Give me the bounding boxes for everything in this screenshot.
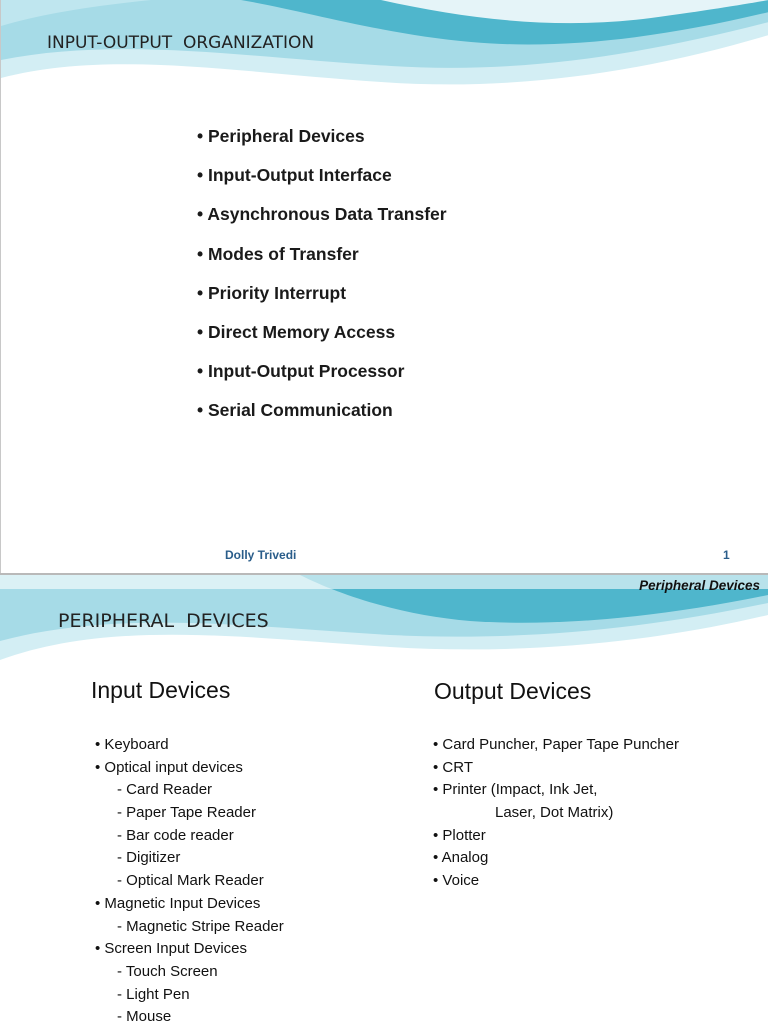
list-item: • Optical input devices (95, 758, 243, 776)
output-devices-list (433, 734, 679, 893)
input-devices-heading: Input Devices (91, 677, 231, 703)
topic-list (197, 124, 447, 438)
list-item: • CRT (433, 758, 473, 776)
list-item: • Voice (433, 872, 480, 890)
list-item: - Mouse (117, 1008, 172, 1026)
output-devices-heading: Output Devices (434, 678, 592, 704)
list-item: - Optical Mark Reader (117, 872, 264, 890)
list-item: • Card Puncher, Paper Tape Puncher (433, 736, 679, 753)
list-item: - Magnetic Stripe Reader (117, 917, 284, 935)
list-item: • Analog (433, 849, 489, 867)
list-item: • Input-Output Processor (197, 361, 405, 382)
list-item: • Peripheral Devices (197, 126, 365, 146)
slide-title: PERIPHERAL DEVICES (58, 610, 269, 632)
list-item: - Touch Screen (117, 962, 218, 980)
list-item: • Printer (Impact, Ink Jet, (433, 781, 598, 799)
list-item: • Keyboard (95, 736, 169, 753)
list-item: • Screen Input Devices (95, 940, 247, 958)
list-item: - Bar code reader (117, 826, 234, 844)
list-item: - Light Pen (117, 985, 190, 1003)
list-item: • Priority Interrupt (197, 282, 347, 303)
list-item: • Input-Output Interface (197, 165, 392, 186)
list-item: - Paper Tape Reader (117, 804, 256, 822)
list-item: • Serial Communication (197, 400, 393, 421)
input-devices-list (95, 734, 284, 1029)
list-item: - Digitizer (117, 849, 181, 867)
list-item: • Magnetic Input Devices (95, 894, 261, 912)
list-item: • Asynchronous Data Transfer (197, 204, 447, 225)
slide-title: INPUT-OUTPUT ORGANIZATION (47, 33, 315, 53)
list-item: - Card Reader (117, 781, 213, 799)
footer-author: Dolly Trivedi (225, 548, 297, 562)
list-item: • Modes of Transfer (197, 243, 359, 264)
list-item: • Plotter (433, 826, 486, 844)
list-item: Laser, Dot Matrix) (495, 804, 614, 822)
page-number: 1 (723, 548, 730, 562)
list-item: • Direct Memory Access (197, 321, 396, 342)
section-label: Peripheral Devices (639, 578, 760, 593)
